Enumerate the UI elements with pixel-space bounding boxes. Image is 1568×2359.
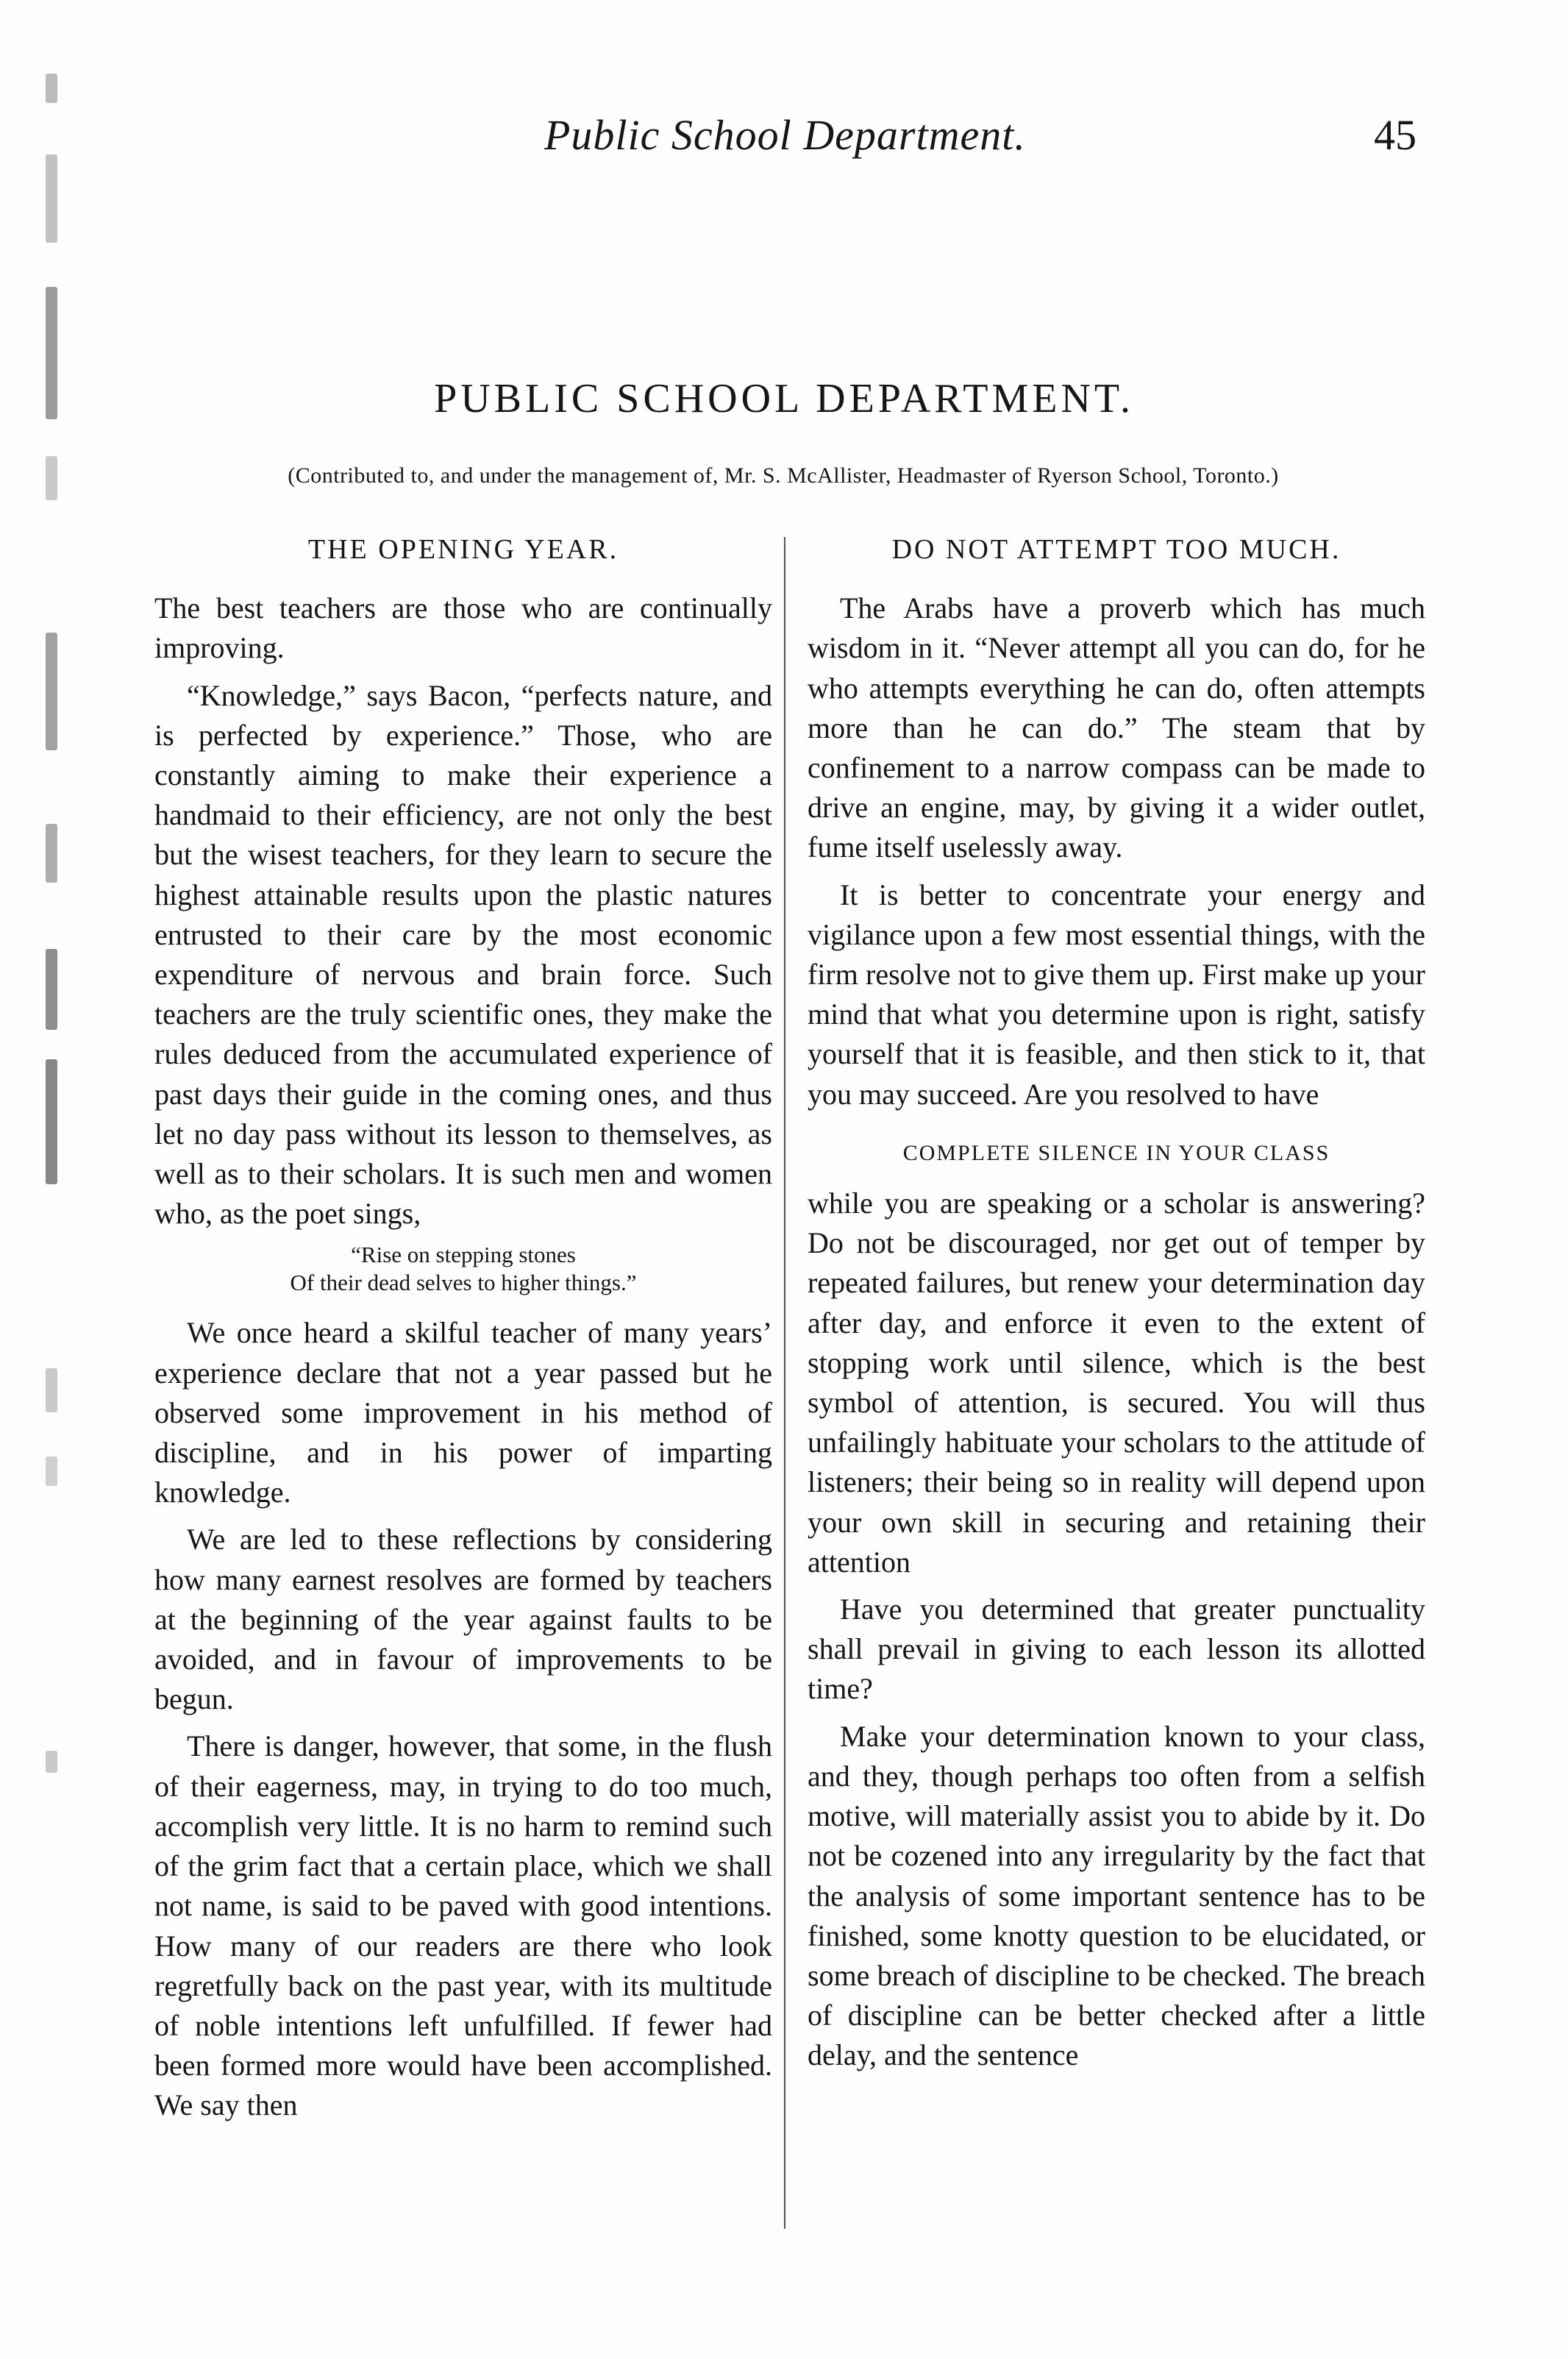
right-column (808, 530, 1425, 2076)
paragraph: There is danger, however, that some, in the flush of their eagerness, may, in trying to do too much, accomplish very little. It is no harm to remind such of the grim fact that a certain place, which we shall not name, is said to be paved with good intentions. How many of our readers are there who look regretfully back on the past year, with its multitude of noble intentions left unfulfilled. If fewer had been formed more would have been accomplished. We say then (154, 1729, 772, 2122)
paragraph: The best teachers are those who are continually improving. (154, 591, 772, 665)
article-heading-opening-year: THE OPENING YEAR. (307, 534, 619, 565)
paragraph: while you are speaking or a scholar is answering? Do not be discouraged, nor get out of temper by repeated failures, but renew your determination day after day, and enforce it even to the extent of stopping work until silence, which is the best symbol of attention, is secured. You will thus unfailingly habituate your scholars to the attitude of listeners; their being so in reality will depend upon your own skill in securing and retaining their attention (808, 1186, 1425, 1579)
section-title: PUBLIC SCHOOL DEPARTMENT. (434, 376, 1134, 421)
paragraph: Have you determined that greater punctuality shall prevail in giving to each lesson its allotted time? (808, 1593, 1425, 1706)
paragraph: “Knowledge,” says Bacon, “perfects nature, and is perfected by experience.” Those, who are constantly aiming to make their experience a handmaid to their efficiency, are not only the best but the wisest teachers, for they learn to secure the highest attainable results upon the plastic natures entrusted to their care by the most economic expenditure of nervous and brain force. Such teachers are the truly scientific ones, they make the rules deduced from the accumulated experience of past days their guide in the coming ones, and thus let no day pass without its lesson to themselves, as well as to their scholars. It is such men and women who, as the poet sings, (154, 678, 772, 1231)
column-divider (784, 537, 785, 2229)
running-head (0, 110, 1568, 169)
quote-line: “Rise on stepping stones (351, 1242, 576, 1268)
left-column (154, 530, 772, 2126)
poem-quote (154, 1241, 772, 1297)
contributor-note: (Contributed to, and under the management of, Mr. S. McAllister, Headmaster of Ryerson School, Toronto.) (288, 463, 1279, 488)
quote-line: Of their dead selves to higher things.” (290, 1270, 637, 1296)
binding-edge-marks (29, 44, 74, 1810)
running-title: Public School Department. (544, 111, 1026, 159)
paragraph: It is better to concentrate your energy and vigilance upon a few most essential things, with the firm resolve not to give them up. First make up your mind that what you determine upon is right, satisfy yourself that it is feasible, and then stick to it, that you may succeed. Are you resolved to have (808, 878, 1425, 1111)
paragraph: We once heard a skilful teacher of many years’ experience declare that not a year passed but he observed some improvement in his method of discipline, and in his power of imparting knowledge. (154, 1316, 772, 1509)
paragraph: We are led to these reflections by considering how many earnest resolves are formed by teachers at the beginning of the year against faults to be avoided, and in favour of improvements to be begun. (154, 1523, 772, 1716)
page-number: 45 (1374, 111, 1416, 159)
paragraph: The Arabs have a proverb which has much wisdom in it. “Never attempt all you can do, for he who attempts everything he can do, often attempts more than he can do.” The steam that by confinement to a narrow compass can be made to drive an engine, may, by giving it a wider outlet, fume itself uselessly away. (808, 591, 1425, 864)
paragraph: Make your determination known to your class, and they, though perhaps too often from a selfish motive, will materially assist you to abide by it. Do not be cozened into any irregularity by the fact that the analysis of some important sentence has to be finished, some knotty question to be elucidated, or some breach of discipline to be checked. The breach of discipline can be better checked after a little delay, and the sentence (808, 1719, 1425, 2072)
article-heading-do-not-attempt: DO NOT ATTEMPT TOO MUCH. (891, 534, 1341, 565)
subheading-complete-silence: COMPLETE SILENCE IN YOUR CLASS (902, 1140, 1330, 1165)
